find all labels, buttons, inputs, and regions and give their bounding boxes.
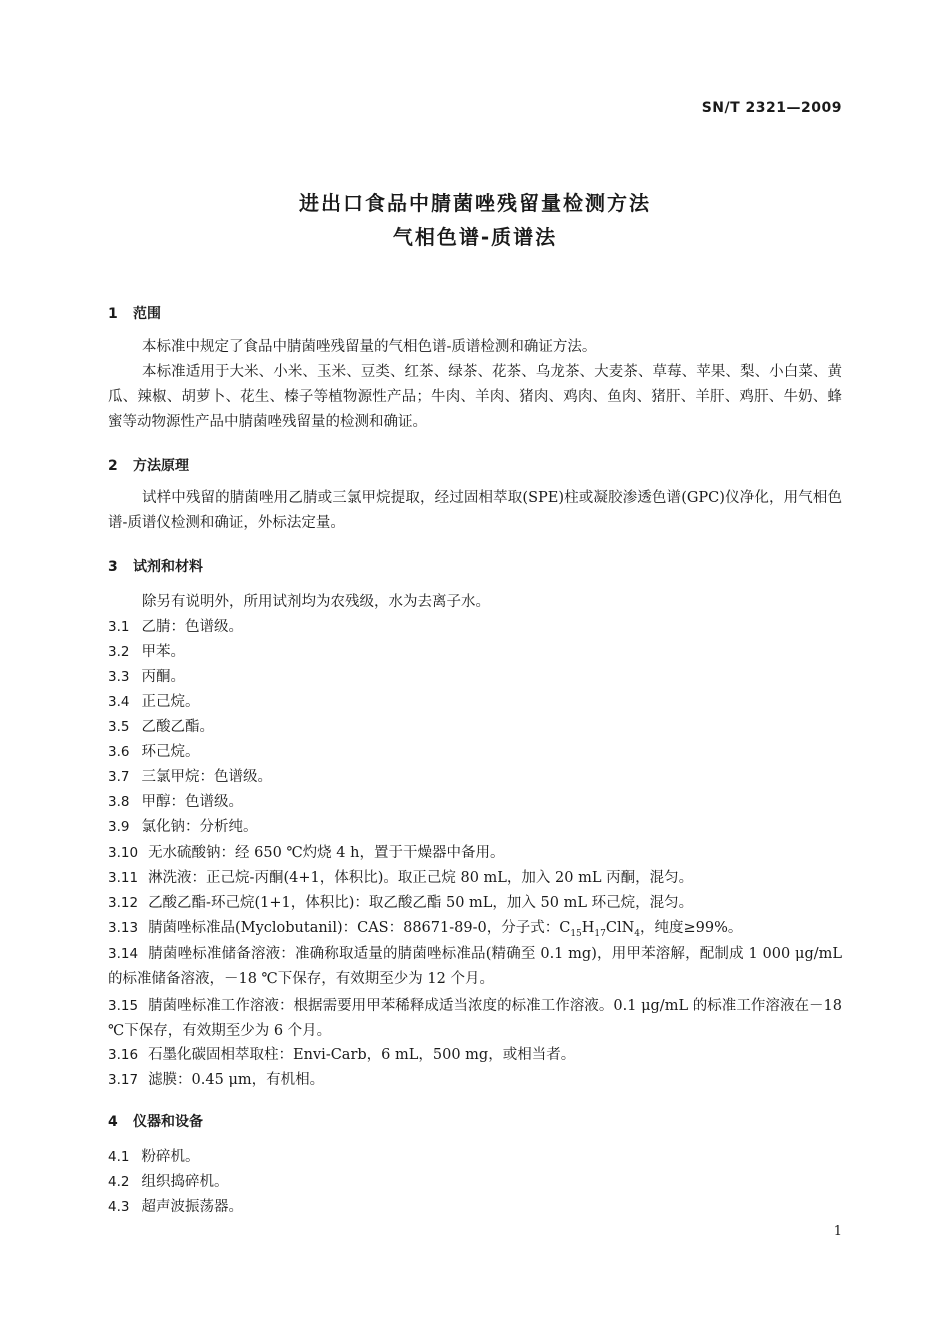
section-heading-instruments [108, 1111, 203, 1131]
page-number: 1 [833, 1224, 842, 1239]
list-item: 3.8 甲醇：色谱级。 [108, 794, 243, 810]
list-item: 3.4 正己烷。 [108, 694, 200, 710]
list-item: 3.17 滤膜：0.45 μm，有机相。 [108, 1072, 325, 1088]
list-item: 4.2 组织捣碎机。 [108, 1174, 229, 1190]
list-item: 3.7 三氯甲烷：色谱级。 [108, 769, 272, 785]
section-title: 范围 [133, 306, 161, 322]
list-item: 3.5 乙酸乙酯。 [108, 719, 214, 735]
list-item: 3.10 无水硫酸钠：经 650 ℃灼烧 4 h，置于干燥器中备用。 [108, 845, 505, 861]
document-subtitle: 气相色谱-质谱法 [392, 225, 558, 249]
section-title: 仪器和设备 [133, 1114, 203, 1130]
section-number: 4 [108, 1114, 118, 1130]
list-item: 3.13 腈菌唑标准品(Myclobutanil)：CAS：88671-89-0，分子式：$C_{15}H_{17}ClN_4$，纯度≥99%。 [108, 920, 743, 939]
list-item: 3.1 乙腈：色谱级。 [108, 619, 243, 635]
section-heading-scope [108, 303, 161, 323]
list-item: 3.15 腈菌唑标准工作溶液：根据需要用甲苯稀释成适当浓度的标准工作溶液。0.1 μg/mL 的标准工作溶液在－18 ℃下保存，有效期至少为 6 个月。 [108, 998, 842, 1039]
section-heading-principle [108, 455, 189, 475]
list-item: 3.12 乙酸乙酯-环己烷(1+1，体积比)：取乙酸乙酯 50 mL，加入 50 mL 环己烷，混匀。 [108, 895, 694, 911]
section-number: 1 [108, 306, 118, 322]
list-item: 3.9 氯化钠：分析纯。 [108, 819, 258, 835]
list-item: 3.16 石墨化碳固相萃取柱：Envi-Carb，6 mL，500 mg，或相当者。 [108, 1047, 576, 1063]
list-item: 4.3 超声波振荡器。 [108, 1199, 243, 1215]
list-item: 3.6 环己烷。 [108, 744, 200, 760]
list-item: 4.1 粉碎机。 [108, 1149, 200, 1165]
section-number: 3 [108, 559, 118, 575]
section-title: 试剂和材料 [133, 559, 203, 575]
standard-code: SN/T 2321—2009 [701, 100, 842, 116]
paragraph: 本标准适用于大米、小米、玉米、豆类、红茶、绿茶、花茶、乌龙茶、大麦茶、草莓、苹果、梨、小白菜、黄瓜、辣椒、胡萝卜、花生、榛子等植物源性产品；牛肉、羊肉、猪肉、鸡肉、鱼肉、猪肝、羊肝、鸡肝、牛奶、蜂蜜等动物源性产品中腈菌唑残留量的检测和确证。 [108, 364, 842, 430]
document-title: 进出口食品中腈菌唑残留量检测方法 [299, 191, 651, 215]
section-title: 方法原理 [133, 458, 189, 474]
list-item: 3.14 腈菌唑标准储备溶液：准确称取适量的腈菌唑标准品(精确至 0.1 mg)，用甲苯溶解，配制成 1 000 μg/mL的标准储备溶液，－18 ℃下保存，有效期至少为 12 个月。 [108, 946, 842, 987]
list-item: 3.11 淋洗液：正己烷-丙酮(4+1，体积比)。取正己烷 80 mL，加入 20 mL 丙酮，混匀。 [108, 870, 694, 886]
list-item: 3.2 甲苯。 [108, 644, 185, 660]
paragraph: 试样中残留的腈菌唑用乙腈或三氯甲烷提取，经过固相萃取(SPE)柱或凝胶渗透色谱(GPC)仪净化，用气相色谱-质谱仪检测和确证，外标法定量。 [108, 490, 842, 531]
section-number: 2 [108, 458, 118, 474]
paragraph: 除另有说明外，所用试剂均为农残级，水为去离子水。 [142, 594, 490, 610]
list-item: 3.3 丙酮。 [108, 669, 185, 685]
section-heading-reagents [108, 556, 203, 576]
paragraph: 本标准中规定了食品中腈菌唑残留量的气相色谱-质谱检测和确证方法。 [142, 339, 597, 355]
